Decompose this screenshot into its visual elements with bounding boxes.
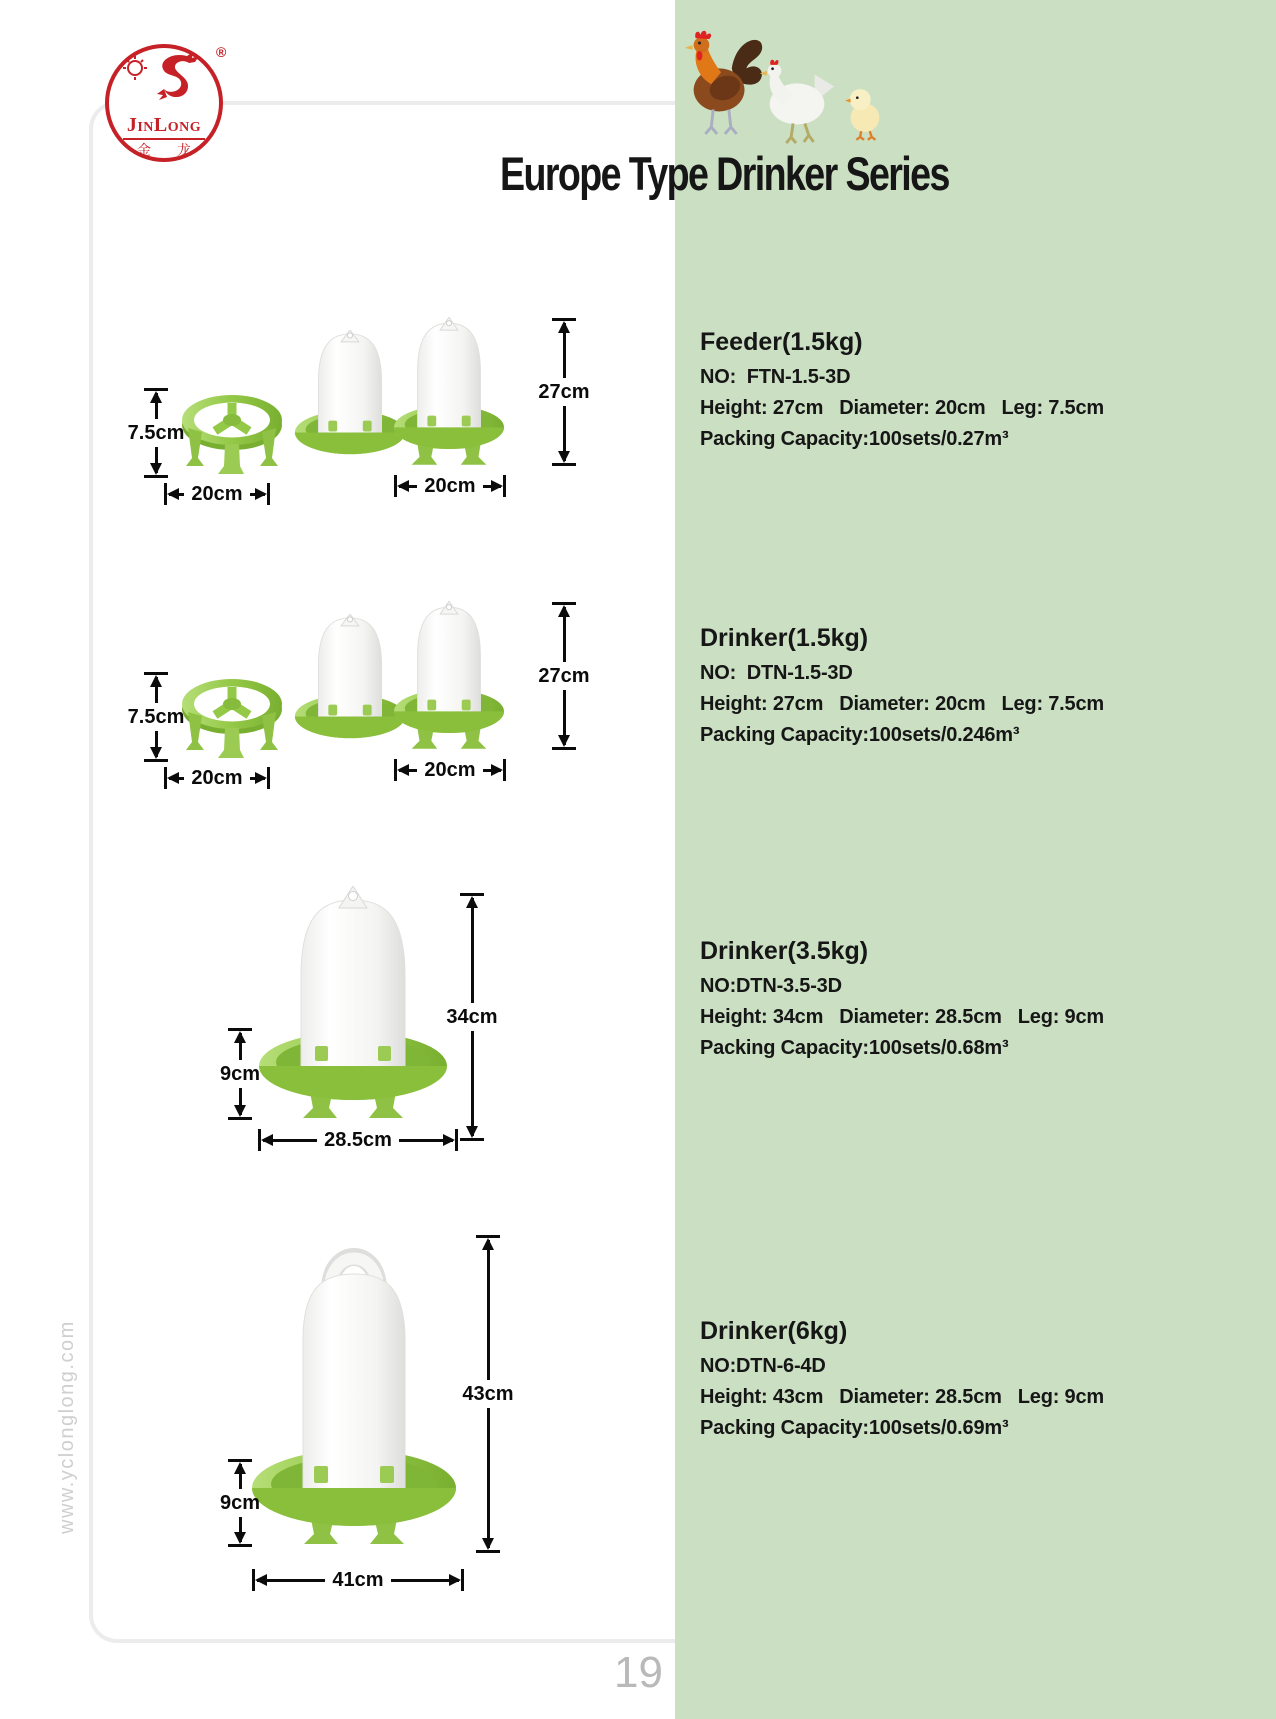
website-url: www.yclonglong.com [56,1320,78,1534]
dim-label: 9cm [219,1063,261,1085]
dim-leg-product-4 [210,1459,270,1547]
product-no: NO: FTN-1.5-3D [700,366,851,388]
brand-name-chinese: 金龙 [137,142,217,158]
jinlong-logo [105,44,223,162]
dim-label: 20cm [191,767,243,789]
stand-image-product-1 [178,390,286,478]
product-name: Drinker(3.5kg) [700,937,869,965]
spec-block-drinker-6kg [700,1317,1104,1448]
dim-label: 41cm [332,1569,384,1591]
product-no: NO:DTN-3.5-3D [700,975,842,997]
dim-label: 9cm [219,1492,261,1514]
dim-leg-product-2 [126,672,186,762]
green-side-panel [675,0,1276,1719]
product-packing: Packing Capacity:100sets/0.246m³ [700,724,1020,746]
dim-label: 7.5cm [127,422,185,444]
drinker-legs-image-product-2 [392,600,506,752]
spec-block-feeder-1-5kg [700,328,1104,459]
dim-label: 27cm [538,665,590,687]
product-name: Feeder(1.5kg) [700,328,863,356]
drinker-image-product-1 [292,330,408,462]
dim-height-product-4 [458,1235,518,1553]
product-name: Drinker(6kg) [700,1317,848,1345]
dragon-icon [117,52,213,114]
product-packing: Packing Capacity:100sets/0.69m³ [700,1417,1009,1439]
stand-image-product-2 [178,674,286,762]
product-packing: Packing Capacity:100sets/0.27m³ [700,428,1009,450]
dim-width-product-2 [394,758,506,782]
product-packing: Packing Capacity:100sets/0.68m³ [700,1037,1009,1059]
dim-stand-width-product-1 [164,482,270,506]
dim-label: 20cm [424,475,476,497]
spec-block-drinker-1-5kg [700,624,1104,755]
dim-label: 28.5cm [324,1129,392,1151]
product-no: NO: DTN-1.5-3D [700,662,853,684]
dim-label: 20cm [424,759,476,781]
rooster-image [678,28,766,146]
page-title: Europe Type Drinker Series [500,147,949,200]
product-name: Drinker(1.5kg) [700,624,869,652]
dim-height-product-1 [534,318,594,466]
dim-stand-width-product-2 [164,766,270,790]
dim-width-product-4 [252,1568,464,1592]
product-specs: Height: 34cm Diameter: 28.5cm Leg: 9cm [700,1006,1104,1028]
dim-leg-product-1 [126,388,186,478]
dim-height-product-2 [534,602,594,750]
chick-image [842,84,886,142]
dim-width-product-1 [394,474,506,498]
dim-label: 7.5cm [127,706,185,728]
dim-label: 20cm [191,483,243,505]
dim-label: 27cm [538,381,590,403]
dim-width-product-3 [258,1128,458,1152]
dim-label: 43cm [462,1383,514,1405]
page-number: 19 [614,1648,663,1697]
hen-image [754,56,840,146]
product-specs: Height: 27cm Diameter: 20cm Leg: 7.5cm [700,397,1104,419]
registered-trademark: ® [216,44,227,60]
dim-label: 34cm [446,1006,498,1028]
product-no: NO:DTN-6-4D [700,1355,826,1377]
drinker-image-product-2 [292,614,408,746]
dim-height-product-3 [442,893,502,1141]
drinker-image-product-3 [255,886,451,1122]
dim-leg-product-3 [210,1028,270,1120]
drinker-image-product-4 [246,1232,462,1550]
product-specs: Height: 43cm Diameter: 28.5cm Leg: 9cm [700,1386,1104,1408]
product-specs: Height: 27cm Diameter: 20cm Leg: 7.5cm [700,693,1104,715]
drinker-legs-image-product-1 [392,316,506,468]
spec-block-drinker-3-5kg [700,937,1104,1068]
brand-name: JinLong [126,114,202,136]
